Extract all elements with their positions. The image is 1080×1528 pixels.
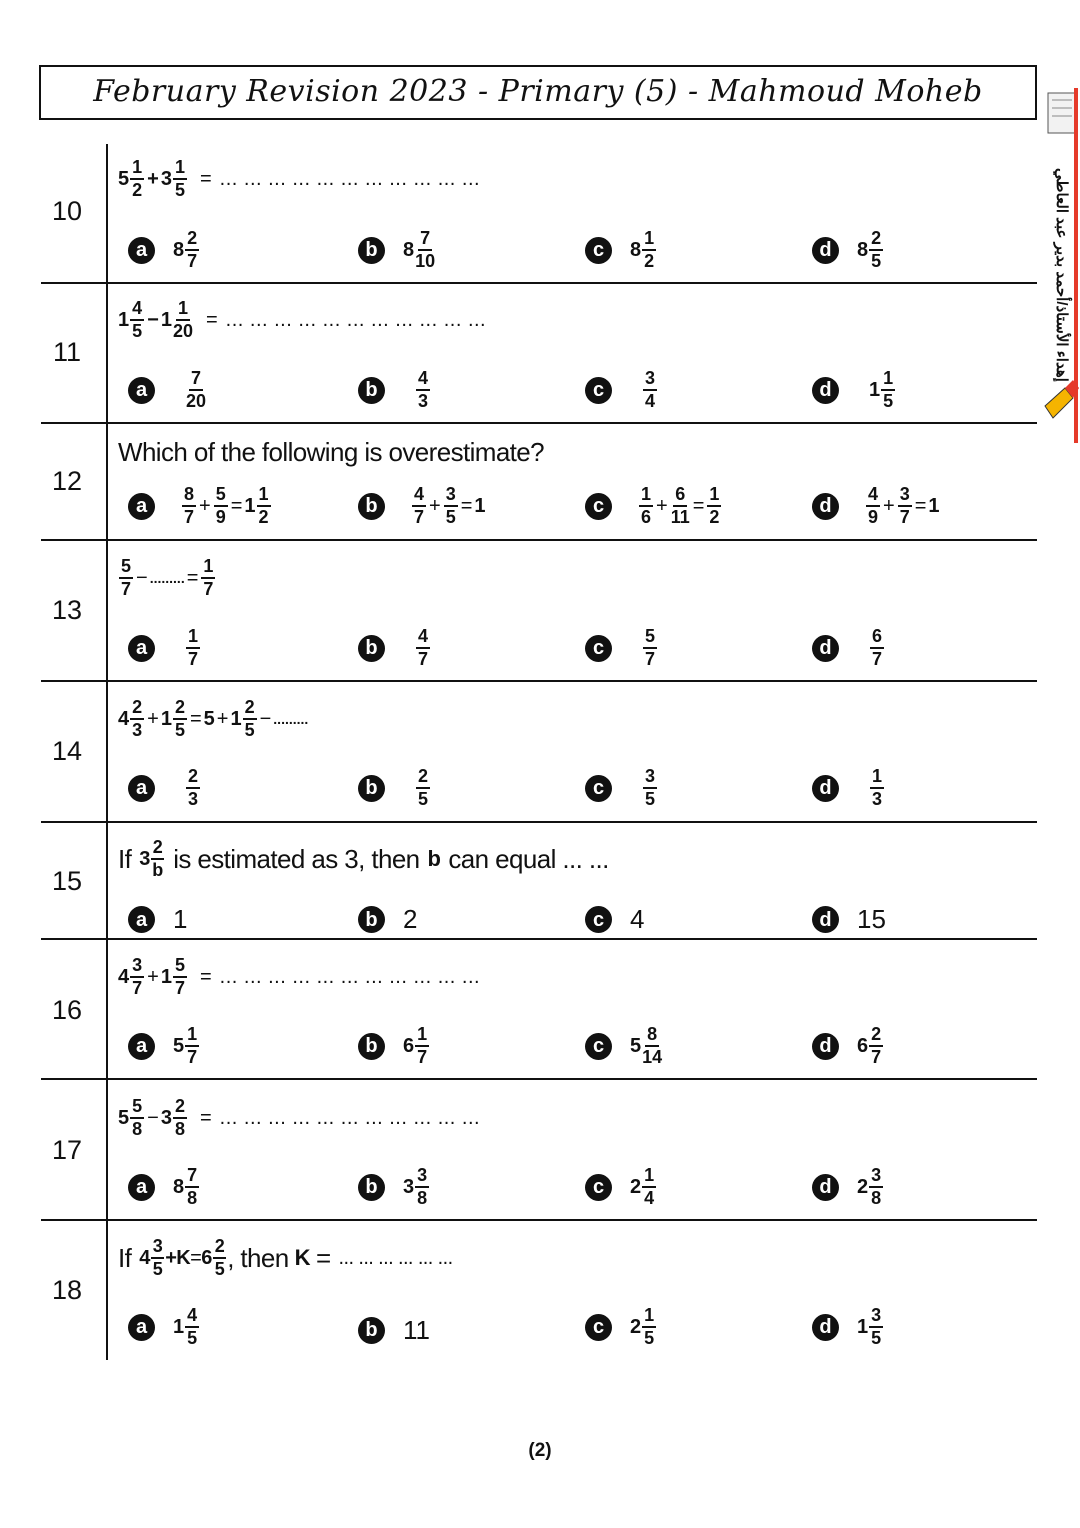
option-a[interactable]: a 8 $\frac{2}{7}$ bbox=[128, 228, 200, 272]
separator bbox=[41, 1219, 1037, 1221]
option-d[interactable]: d 2 $\frac{3}{8}$ bbox=[812, 1165, 884, 1209]
option-d[interactable]: d $\frac{4}{9}$ + $\frac{3}{7}$ = 1 bbox=[812, 484, 940, 528]
question-number: 15 bbox=[51, 866, 83, 896]
question-stem: 1 $\frac{4}{5}$ − 1 $\frac{1}{20}$ = ... ... ... ... ... ... ... ... ... ... ... bbox=[118, 298, 487, 341]
option-d[interactable]: d 15 bbox=[812, 904, 886, 935]
option-c[interactable]: c 5 $\frac{8}{14}$ bbox=[585, 1024, 663, 1068]
option-a[interactable]: a $\frac{1}{7}$ bbox=[128, 626, 201, 670]
option-a[interactable]: a 8 $\frac{7}{8}$ bbox=[128, 1165, 200, 1209]
option-d[interactable]: d $\frac{6}{7}$ bbox=[812, 626, 885, 670]
question-stem: 4 $\frac{3}{7}$ + 1 $\frac{5}{7}$ = ... ... ... ... ... ... ... ... ... ... ... bbox=[118, 955, 481, 998]
question-stem bbox=[118, 157, 480, 201]
option-b[interactable]: b $\frac{4}{7}$ bbox=[358, 626, 431, 670]
option-c[interactable]: c $\frac{5}{7}$ bbox=[585, 626, 658, 670]
answer-blank: ... ... ... ... ... ... ... ... ... ... ... bbox=[219, 965, 481, 988]
vertical-rule bbox=[106, 144, 108, 1360]
option-badge: a bbox=[128, 237, 155, 264]
option-c[interactable]: c 2 $\frac{1}{5}$ bbox=[585, 1305, 657, 1349]
separator bbox=[41, 821, 1037, 823]
separator bbox=[41, 422, 1037, 424]
option-c[interactable]: c 4 bbox=[585, 904, 644, 935]
option-b[interactable]: b 8 $\frac{7}{10}$ bbox=[358, 228, 436, 272]
separator bbox=[41, 282, 1037, 284]
question-stem: If 4 $\frac{3}{5}$ + K = 6 $\frac{2}{5}$ , then K = ... ... ... ... ... ... bbox=[118, 1236, 453, 1279]
answer-blank: ... ... ... ... ... ... ... ... ... ... ... bbox=[219, 167, 481, 190]
option-b[interactable]: b $\frac{2}{5}$ bbox=[358, 766, 431, 810]
page-number: (2) bbox=[528, 1440, 552, 1461]
question-number: 12 bbox=[51, 466, 83, 496]
question-stem: 4 $\frac{2}{3}$ + 1 $\frac{2}{5}$ = 5 + 1 $\frac{2}{5}$ − ......... bbox=[118, 697, 309, 740]
option-a[interactable]: a 1 bbox=[128, 904, 187, 935]
option-a[interactable]: a $\frac{2}{3}$ bbox=[128, 766, 201, 810]
operator: + bbox=[147, 167, 159, 190]
answer-blank: ......... bbox=[273, 711, 309, 727]
option-d[interactable]: d 1 $\frac{1}{5}$ bbox=[812, 368, 896, 412]
option-b[interactable]: b $\frac{4}{3}$ bbox=[358, 368, 431, 412]
option-b[interactable]: b 3 $\frac{3}{8}$ bbox=[358, 1165, 430, 1209]
question-number: 10 bbox=[51, 196, 83, 226]
answer-blank: ... ... ... ... ... ... bbox=[338, 1246, 453, 1269]
option-badge: b bbox=[358, 237, 385, 264]
option-d[interactable]: d $\frac{1}{3}$ bbox=[812, 766, 885, 810]
question-number: 14 bbox=[51, 736, 83, 766]
question-stem: $\frac{5}{7}$ − ......... = $\frac{1}{7}$ bbox=[121, 556, 214, 599]
question-number: 11 bbox=[52, 337, 82, 367]
answer-blank: ... ... ... ... ... ... ... ... ... ... ... bbox=[219, 1106, 481, 1129]
option-badge: d bbox=[812, 237, 839, 264]
fraction: $\frac{1}{5}$ bbox=[174, 157, 185, 200]
whole-number: 5 bbox=[118, 167, 130, 190]
whole-number: 3 bbox=[160, 167, 172, 190]
question-stem: Which of the following is overestimate? bbox=[118, 437, 545, 467]
separator bbox=[41, 938, 1037, 940]
side-note: إهداء الأستاذ/أحمد بدير عبد العاطي bbox=[1053, 168, 1070, 382]
option-c[interactable]: c $\frac{3}{4}$ bbox=[585, 368, 658, 412]
question-number: 17 bbox=[51, 1135, 83, 1165]
option-d[interactable]: d 1 $\frac{3}{5}$ bbox=[812, 1305, 884, 1349]
option-b[interactable]: b 6 $\frac{1}{7}$ bbox=[358, 1024, 430, 1068]
option-d[interactable]: d 6 $\frac{2}{7}$ bbox=[812, 1024, 884, 1068]
question-stem: 5 $\frac{5}{8}$ − 3 $\frac{2}{8}$ = ... ... ... ... ... ... ... ... ... ... ... bbox=[118, 1096, 481, 1139]
option-b[interactable]: b 11 bbox=[358, 1305, 430, 1355]
header-title: February Revision 2023 - Primary (5) - Mahmoud Moheb bbox=[93, 74, 983, 109]
option-c[interactable]: c $\frac{3}{5}$ bbox=[585, 766, 658, 810]
question-stem: If 3 $\frac{2}{b}$ is estimated as 3, then b can equal ... ... bbox=[118, 837, 609, 880]
separator bbox=[41, 539, 1037, 541]
fraction: $\frac{1}{2}$ bbox=[132, 157, 143, 200]
option-a[interactable]: a 1 $\frac{4}{5}$ bbox=[128, 1305, 200, 1349]
equals-sign: = bbox=[199, 167, 212, 190]
page-header bbox=[39, 65, 1037, 120]
option-d[interactable]: d 8 $\frac{2}{5}$ bbox=[812, 228, 884, 272]
option-b[interactable]: b $\frac{4}{7}$ + $\frac{3}{5}$ = 1 bbox=[358, 484, 486, 528]
option-c[interactable]: c 2 $\frac{1}{4}$ bbox=[585, 1165, 657, 1209]
option-a[interactable]: a 5 $\frac{1}{7}$ bbox=[128, 1024, 200, 1068]
answer-blank: ......... bbox=[149, 570, 185, 586]
separator bbox=[41, 680, 1037, 682]
question-number: 13 bbox=[51, 595, 83, 625]
separator bbox=[41, 1078, 1037, 1080]
option-c[interactable]: c $\frac{1}{6}$ + $\frac{6}{11}$ = $\frac{1}{2}$ bbox=[585, 484, 722, 528]
option-a[interactable]: a $\frac{8}{7}$ + $\frac{5}{9}$ = 1 $\frac{1}{2}$ bbox=[128, 484, 272, 528]
option-c[interactable]: c 8 $\frac{1}{2}$ bbox=[585, 228, 657, 272]
option-a[interactable]: a $\frac{7}{20}$ bbox=[128, 368, 207, 412]
answer-blank: ... ... ... ... ... ... ... ... ... ... ... bbox=[225, 308, 487, 331]
question-number: 18 bbox=[51, 1275, 83, 1305]
question-number: 16 bbox=[51, 995, 83, 1025]
option-b[interactable]: b 2 bbox=[358, 904, 417, 935]
option-badge: c bbox=[585, 237, 612, 264]
